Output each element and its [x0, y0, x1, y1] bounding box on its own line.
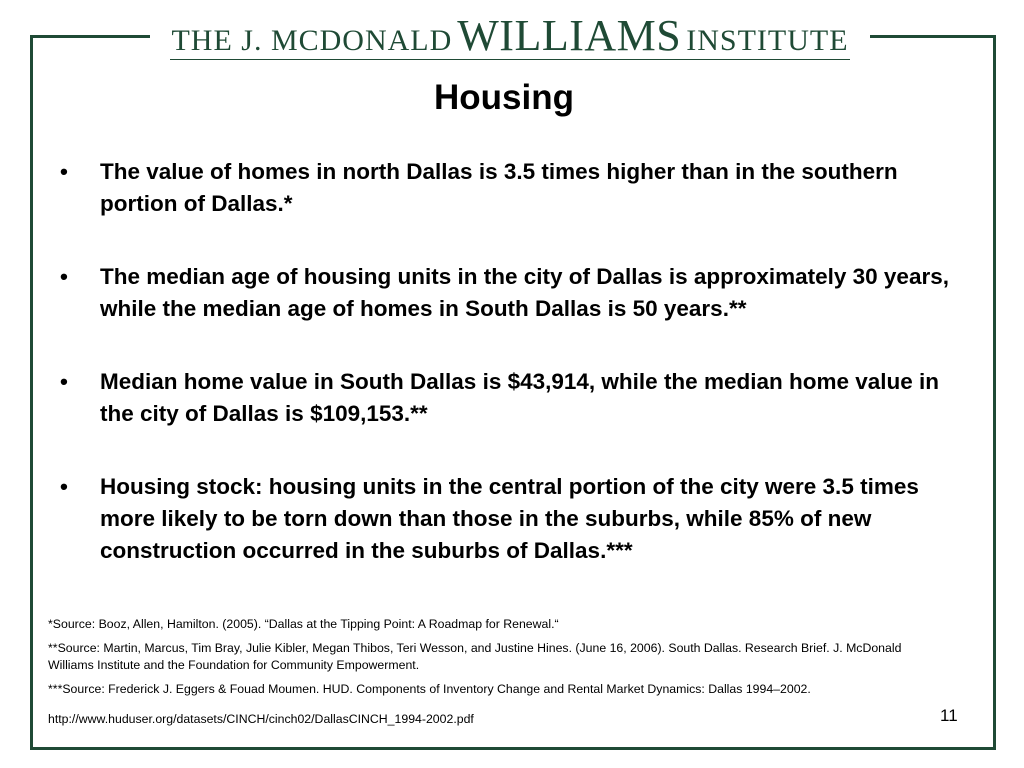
logo-main: WILLIAMS [457, 11, 682, 60]
source-notes [48, 616, 948, 705]
bullet-item [60, 366, 970, 430]
source-note: *Source: Booz, Allen, Hamilton. (2005). “Dallas at the Tipping Point: A Roadmap for Renewal.“ [48, 617, 559, 631]
bullet-symbol: • [60, 474, 68, 499]
institute-logo [150, 11, 870, 64]
slide-title: Housing [434, 78, 574, 117]
bullet-symbol: • [60, 264, 68, 289]
bullet-list [60, 156, 970, 608]
bullet-item [60, 261, 970, 325]
logo-prefix: THE J. MCDONALD [171, 24, 453, 57]
page-number: 11 [940, 706, 958, 725]
logo-underline [170, 59, 850, 60]
source-note: **Source: Martin, Marcus, Tim Bray, Julie Kibler, Megan Thibos, Teri Wesson, and Justine Hines. (June 16, 2006). South Dallas. Research Brief. J. McDonald Williams Institute and the Foundation for Community Empowerment. [48, 641, 902, 672]
bullet-symbol: • [60, 159, 68, 184]
bullet-text: Housing stock: housing units in the central portion of the city were 3.5 times more likely to be torn down than those in the suburbs, while 85% of new construction occurred in the suburbs of Dallas.*** [100, 474, 919, 563]
source-url: http://www.huduser.org/datasets/CINCH/cinch02/DallasCINCH_1994-2002.pdf [48, 712, 474, 726]
bullet-text: Median home value in South Dallas is $43,914, while the median home value in the city of Dallas is $109,153.** [100, 369, 940, 426]
bullet-symbol: • [60, 369, 68, 394]
bullet-text: The value of homes in north Dallas is 3.5 times higher than in the southern portion of Dallas.* [100, 159, 898, 216]
logo-suffix: INSTITUTE [686, 24, 849, 57]
bullet-text: The median age of housing units in the city of Dallas is approximately 30 years, while the median age of homes in South Dallas is 50 years.** [100, 264, 949, 321]
source-note: ***Source: Frederick J. Eggers & Fouad Moumen. HUD. Components of Inventory Change and Rental Market Dynamics: Dallas 1994–2002. [48, 682, 811, 696]
bullet-item [60, 471, 970, 567]
bullet-item [60, 156, 970, 220]
